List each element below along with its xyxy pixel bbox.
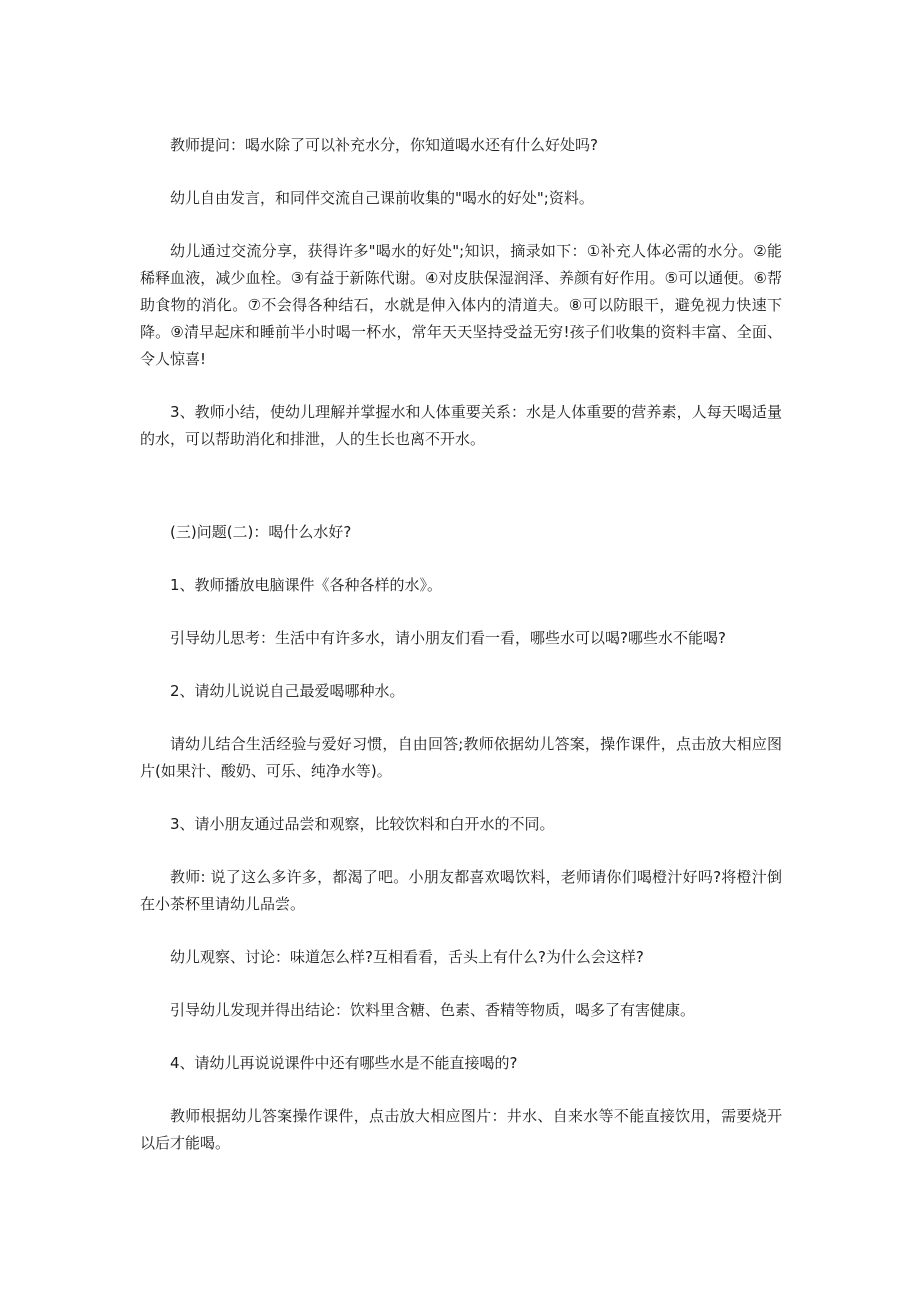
document-body — [140, 132, 782, 1157]
paragraph-observe-discuss: 幼儿观察、讨论：味道怎么样?互相看看，舌头上有什么?为什么会这样? — [170, 948, 644, 966]
paragraph-conclusion: 引导幼儿发现并得出结论：饮料里含糖、色素、香精等物质，喝多了有害健康。 — [170, 1001, 696, 1019]
paragraph-step-1: 1、教师播放电脑课件《各种各样的水》。 — [170, 576, 443, 594]
paragraph-step-4: 4、请幼儿再说说课件中还有哪些水是不能直接喝的? — [170, 1054, 518, 1072]
paragraph-benefits-list: 幼儿通过交流分享，获得许多"喝水的好处";知识，摘录如下：①补充人体必需的水分。②能稀释血液，减少血栓。③有益于新陈代谢。④对皮肤保湿润泽、养颜有好作用。⑤可以通便。⑥帮助食物的消化。⑦不会得各种结石，水就是伸入体内的清道夫。⑧可以防眼干，避免视力快速下降。⑨清早起床和睡前半小时喝一杯水，常年天天坚持受益无穷!孩子们收集的资料丰富、全面、令人惊喜! — [140, 242, 782, 368]
paragraph-boil-water: 教师根据幼儿答案操作课件，点击放大相应图片：井水、自来水等不能直接饮用，需要烧开以后才能喝。 — [140, 1107, 782, 1152]
paragraph-teacher-juice: 教师: 说了这么多许多，都渴了吧。小朋友都喜欢喝饮料，老师请你们喝橙汁好吗?将橙汁倒在小茶杯里请幼儿品尝。 — [140, 868, 782, 913]
paragraph-step-3: 3、请小朋友通过品尝和观察，比较饮料和白开水的不同。 — [170, 815, 555, 833]
paragraph-free-answer: 请幼儿结合生活经验与爱好习惯，自由回答;教师依据幼儿答案，操作课件，点击放大相应图片(如果汁、酸奶、可乐、纯净水等)。 — [140, 735, 782, 780]
paragraph-step-2: 2、请幼儿说说自己最爱喝哪种水。 — [170, 682, 405, 700]
paragraph-teacher-question: 教师提问：喝水除了可以补充水分，你知道喝水还有什么好处吗? — [170, 136, 598, 154]
paragraph-guide-thinking: 引导幼儿思考：生活中有许多水，请小朋友们看一看，哪些水可以喝?哪些水不能喝? — [170, 629, 726, 647]
paragraph-teacher-summary: 3、教师小结，使幼儿理解并掌握水和人体重要关系：水是人体重要的营养素，人每天喝适量的水，可以帮助消化和排泄，人的生长也离不开水。 — [140, 403, 782, 448]
paragraph-children-speak: 幼儿自由发言，和同伴交流自己课前收集的"喝水的好处";资料。 — [170, 189, 594, 207]
section-heading-question-two: (三)问题(二)：喝什么水好? — [170, 523, 352, 541]
